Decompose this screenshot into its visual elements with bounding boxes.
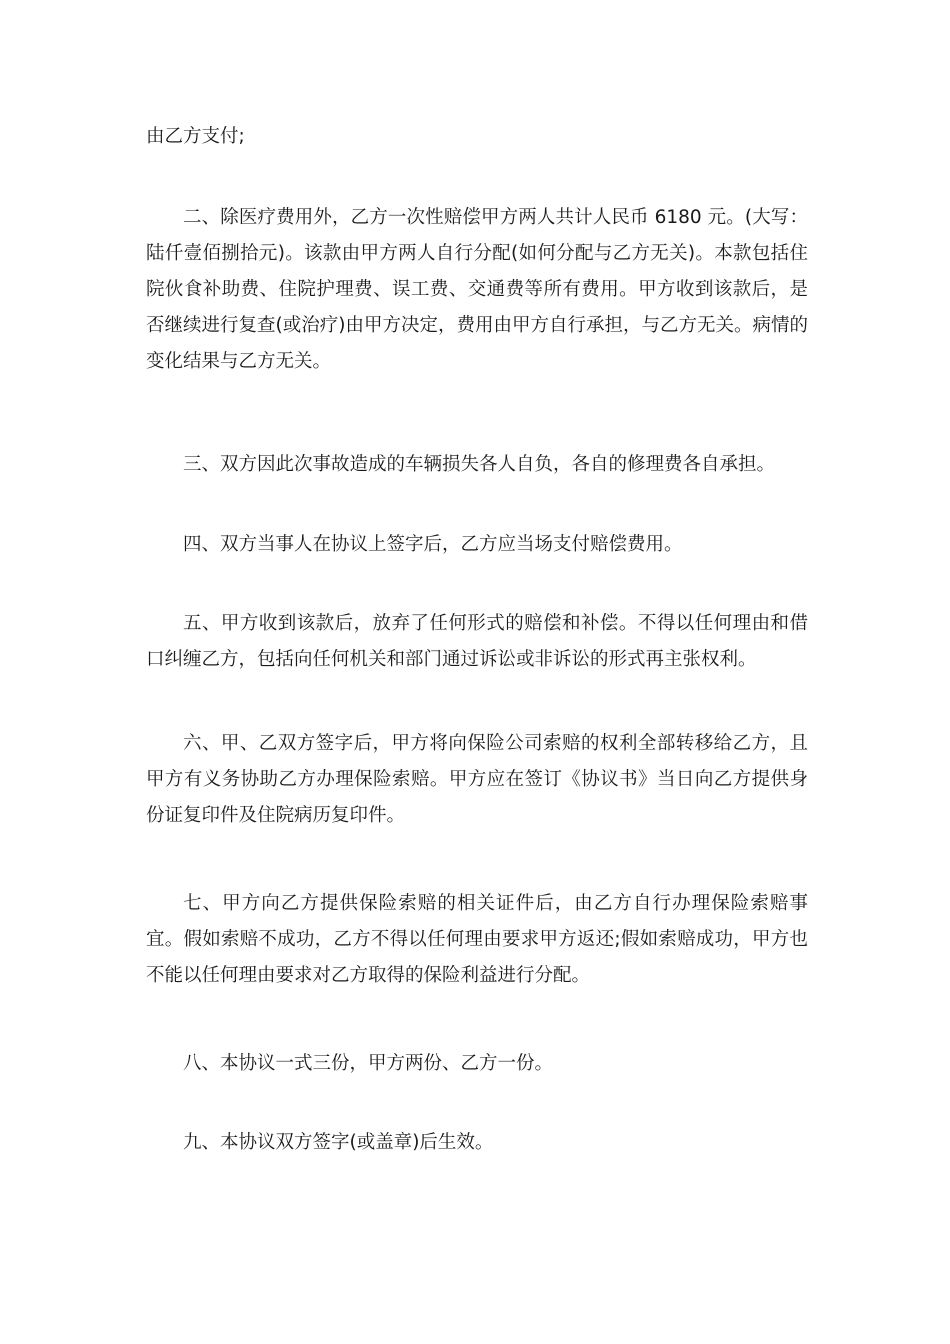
clause-8: 八、本协议一式三份，甲方两份、乙方一份。 xyxy=(183,1053,554,1074)
clause-6: 六、甲、乙双方签字后，甲方将向保险公司索赔的权利全部转移给乙方，且甲方有义务协助乙方办理保险索赔。甲方应在签订《协议书》当日向乙方提供身份证复印件及住院病历复印件。 xyxy=(146,733,808,826)
clause-9: 九、本协议双方签字(或盖章)后生效。 xyxy=(183,1132,494,1153)
clause-4: 四、双方当事人在协议上签字后，乙方应当场支付赔偿费用。 xyxy=(183,534,683,555)
clause-3: 三、双方因此次事故造成的车辆损失各人自负，各自的修理费各自承担。 xyxy=(183,454,776,475)
continuation-text: 由乙方支付; xyxy=(146,126,245,147)
clause-7: 七、甲方向乙方提供保险索赔的相关证件后，由乙方自行办理保险索赔事宜。假如索赔不成功，乙方不得以任何理由要求甲方返还;假如索赔成功，甲方也不能以任何理由要求对乙方取得的保险利益进行分配。 xyxy=(146,893,808,986)
clause-5: 五、甲方收到该款后，放弃了任何形式的赔偿和补偿。不得以任何理由和借口纠缠乙方，包括向任何机关和部门通过诉讼或非诉讼的形式再主张权利。 xyxy=(146,613,808,670)
clause-2: 二、除医疗费用外，乙方一次性赔偿甲方两人共计人民币 6180 元。(大写：陆仟壹佰捌拾元)。该款由甲方两人自行分配(如何分配与乙方无关)。本款包括住院伙食补助费、住院护理费、误工费、交通费等所有费用。甲方收到该款后，是否继续进行复查(或治疗)由甲方决定，费用由甲方自行承担，与乙方无关。病情的变化结果与乙方无关。 xyxy=(146,207,808,372)
